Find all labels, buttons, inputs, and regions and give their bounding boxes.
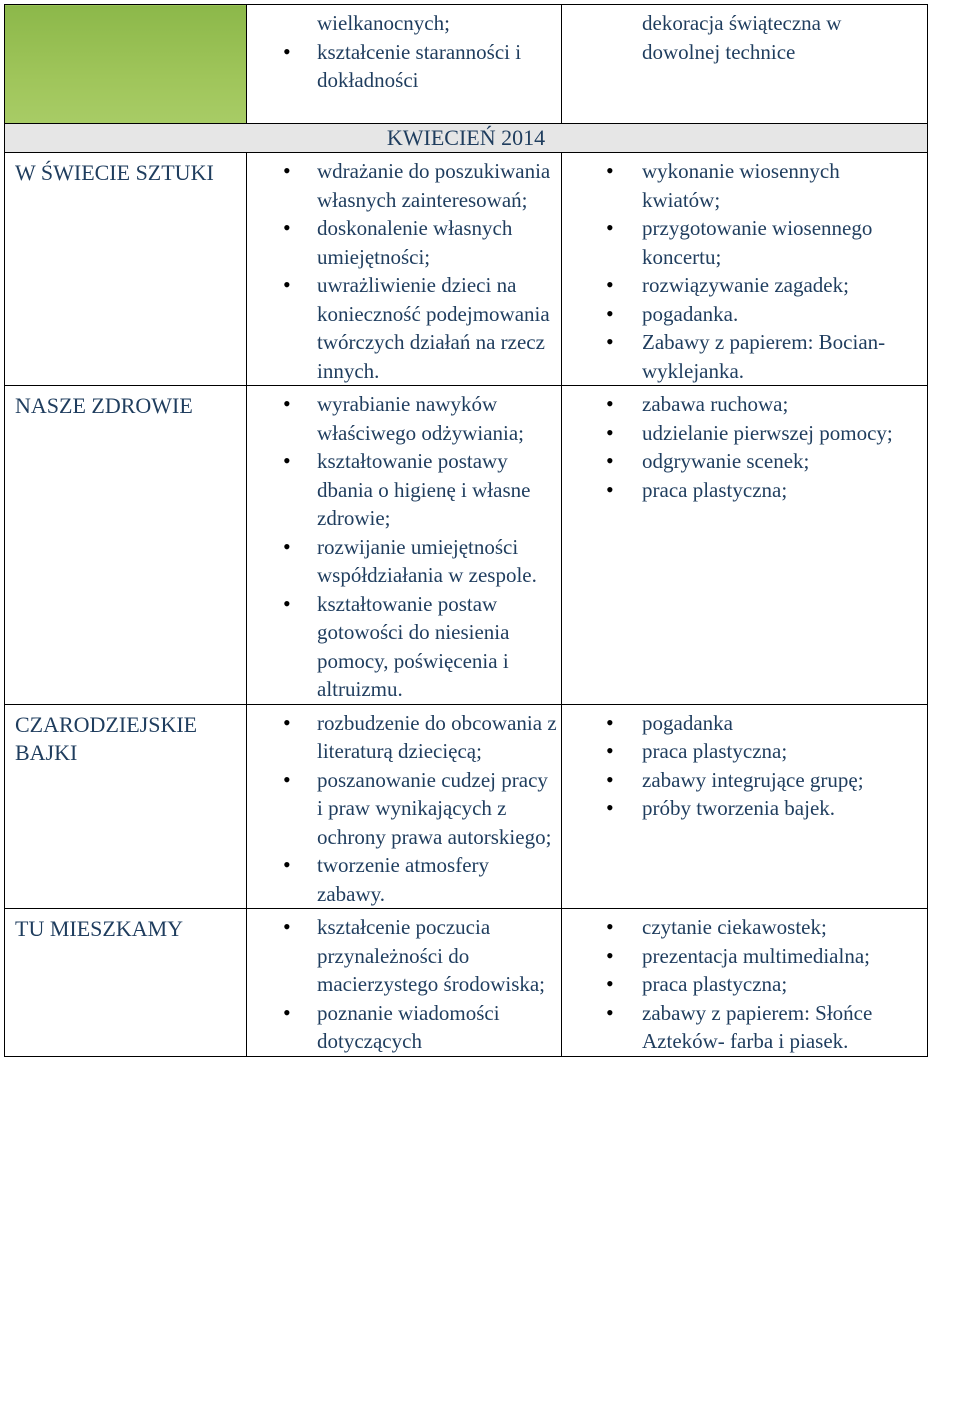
topic-title: NASZE ZDROWIE bbox=[5, 386, 247, 705]
goals-cell bbox=[247, 704, 562, 909]
activities-cell bbox=[562, 386, 928, 705]
list-item: • rozwijanie umiejętności współdziałania w zespole. bbox=[247, 533, 561, 590]
list-item: • wdrażanie do poszukiwania własnych zainteresowań; bbox=[247, 157, 561, 214]
table-row bbox=[5, 153, 928, 386]
list-item: • doskonalenie własnych umiejętności; bbox=[247, 214, 561, 271]
list-item: • prezentacja multimedialna; bbox=[562, 942, 927, 971]
list-item: • zabawy z papierem: Słońce Azteków- farba i piasek. bbox=[562, 999, 927, 1056]
list-item: • kształtowanie postaw gotowości do niesienia pomocy, poświęcenia i altruizmu. bbox=[247, 590, 561, 704]
goals-list bbox=[247, 38, 561, 95]
table-row bbox=[5, 704, 928, 909]
activities-cell bbox=[562, 909, 928, 1057]
list-item: • udzielanie pierwszej pomocy; bbox=[562, 419, 927, 448]
list-item: • czytanie ciekawostek; bbox=[562, 913, 927, 942]
list-item: • Zabawy z papierem: Bocian-wyklejanka. bbox=[562, 328, 927, 385]
month-row bbox=[5, 124, 928, 153]
activities-cell bbox=[562, 153, 928, 386]
table-row bbox=[5, 386, 928, 705]
list-item: • kształcenie staranności i dokładności bbox=[247, 38, 561, 95]
green-header-cell bbox=[5, 5, 247, 124]
goals-cell bbox=[247, 386, 562, 705]
list-item: • wykonanie wiosennych kwiatów; bbox=[562, 157, 927, 214]
table-row bbox=[5, 5, 928, 124]
goals-cell bbox=[247, 909, 562, 1057]
activities-list bbox=[562, 390, 927, 504]
list-item: • tworzenie atmosfery zabawy. bbox=[247, 851, 561, 908]
activities-cell bbox=[562, 704, 928, 909]
list-item: • pogadanka. bbox=[562, 300, 927, 329]
goals-cell bbox=[247, 153, 562, 386]
goals-list bbox=[247, 157, 561, 385]
list-item: • rozbudzenie do obcowania z literaturą dziecięcą; bbox=[247, 709, 561, 766]
list-item: • praca plastyczna; bbox=[562, 737, 927, 766]
list-item: • kształtowanie postawy dbania o higienę i własne zdrowie; bbox=[247, 447, 561, 533]
table-row bbox=[5, 909, 928, 1057]
activities-cell bbox=[562, 5, 928, 124]
month-header: KWIECIEŃ 2014 bbox=[5, 124, 928, 153]
list-item: • uwrażliwienie dzieci na konieczność podejmowania twórczych działań na rzecz innych. bbox=[247, 271, 561, 385]
list-item: • rozwiązywanie zagadek; bbox=[562, 271, 927, 300]
continued-text: wielkanocnych; bbox=[317, 11, 450, 35]
list-item: • kształcenie poczucia przynależności do macierzystego środowiska; bbox=[247, 913, 561, 999]
plan-table bbox=[4, 4, 928, 1057]
list-item: • poznanie wiadomości dotyczących bbox=[247, 999, 561, 1056]
activity-text: dekoracja świąteczna w dowolnej technice bbox=[642, 11, 842, 64]
list-item: • przygotowanie wiosennego koncertu; bbox=[562, 214, 927, 271]
goals-list bbox=[247, 390, 561, 704]
list-item: • zabawy integrujące grupę; bbox=[562, 766, 927, 795]
list-item: • praca plastyczna; bbox=[562, 970, 927, 999]
goals-list bbox=[247, 913, 561, 1056]
topic-title: TU MIESZKAMY bbox=[5, 909, 247, 1057]
activities-list bbox=[562, 157, 927, 385]
topic-title: W ŚWIECIE SZTUKI bbox=[5, 153, 247, 386]
list-item: • próby tworzenia bajek. bbox=[562, 794, 927, 823]
list-item: • zabawa ruchowa; bbox=[562, 390, 927, 419]
list-item: • odgrywanie scenek; bbox=[562, 447, 927, 476]
topic-title: CZARODZIEJSKIE BAJKI bbox=[5, 704, 247, 909]
goals-cell bbox=[247, 5, 562, 124]
goals-list bbox=[247, 709, 561, 909]
activities-list bbox=[562, 709, 927, 823]
list-item: • wyrabianie nawyków właściwego odżywiania; bbox=[247, 390, 561, 447]
list-item: • pogadanka bbox=[562, 709, 927, 738]
list-item: • poszanowanie cudzej pracy i praw wynikających z ochrony prawa autorskiego; bbox=[247, 766, 561, 852]
activities-list bbox=[562, 913, 927, 1056]
list-item: • praca plastyczna; bbox=[562, 476, 927, 505]
